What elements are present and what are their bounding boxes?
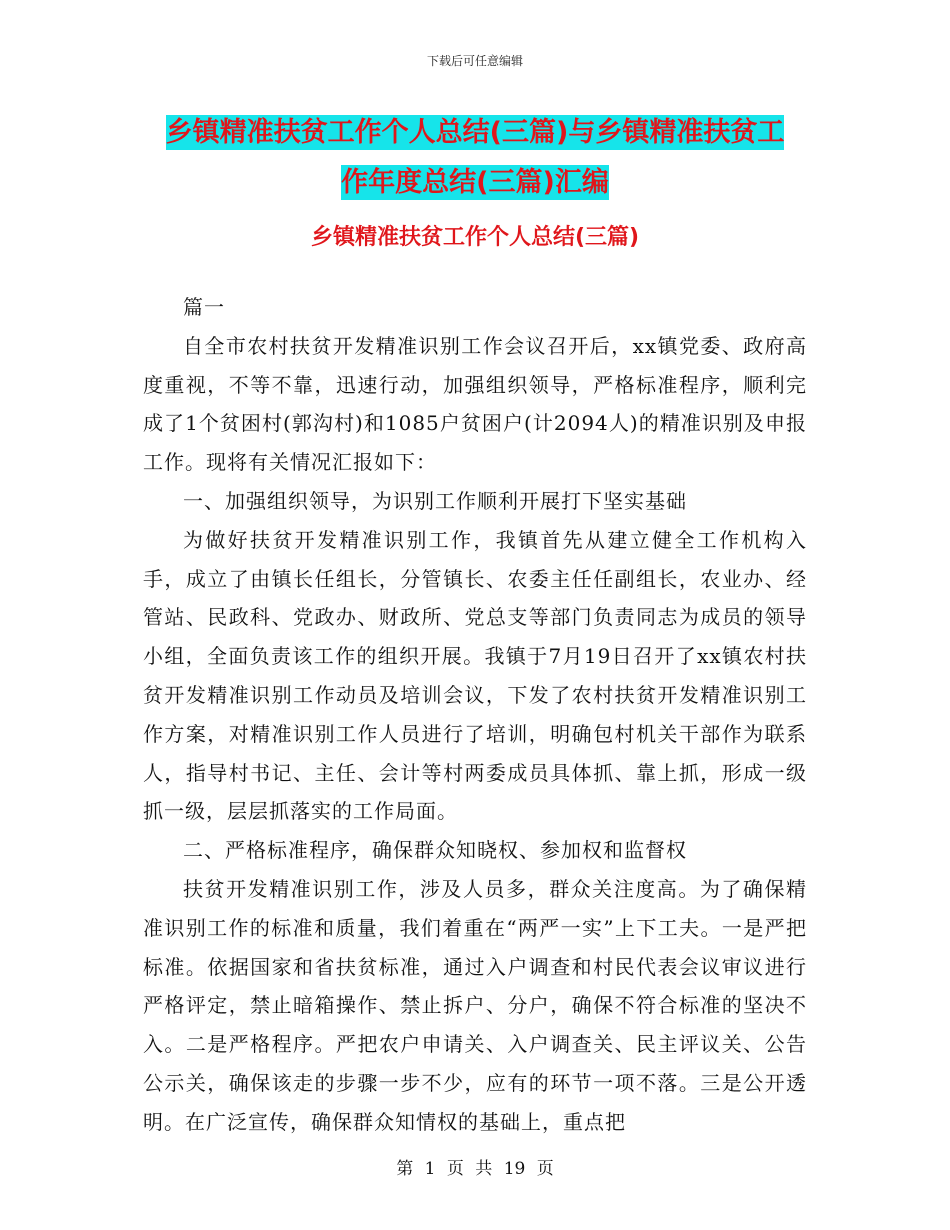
paragraph: 自全市农村扶贫开发精准识别工作会议召开后，xx镇党委、政府高度重视，不等不靠，迅速行动，加强组织领导，严格标准程序，顺利完成了1个贫困村(郭沟村)和1085户贫困户(计2094人)的精准识别及申报工作。现将有关情况汇报如下： [143, 333, 807, 475]
header-note: 下载后可任意编辑 [426, 54, 523, 68]
section-title: 乡镇精准扶贫工作个人总结(三篇) [310, 225, 640, 250]
paragraph-heading-part-1: 篇一 [183, 295, 225, 319]
paragraph: 扶贫开发精准识别工作，涉及人员多，群众关注度高。为了确保精准识别工作的标准和质量，我们着重在“两严一实”上下工夫。一是严把标准。依据国家和省扶贫标准，通过入户调查和村民代表会议审议进行严格评定，禁止暗箱操作、禁止拆户、分户，确保不符合标准的坚决不入。二是严格程序。严把农户申请关、入户调查关、民主评议关、公告公示关，确保该走的步骤一步不少，应有的环节一项不落。三是公开透明。在广泛宣传，确保群众知情权的基础上，重点把 [143, 876, 807, 1134]
main-title-line-1: 乡镇精准扶贫工作个人总结(三篇)与乡镇精准扶贫工 [165, 117, 785, 148]
page-footer: 第 1 页 共 19 页 [396, 1159, 554, 1179]
paragraph-heading: 二、严格标准程序，确保群众知晓权、参加权和监督权 [183, 838, 687, 863]
main-title-line-2: 作年度总结(三篇)汇编 [341, 167, 609, 198]
main-title [100, 108, 850, 208]
paragraph-heading: 一、加强组织领导，为识别工作顺利开展打下坚实基础 [183, 488, 687, 513]
body-text [143, 288, 807, 1142]
paragraph: 为做好扶贫开发精准识别工作，我镇首先从建立健全工作机构入手，成立了由镇长任组长，分管镇长、农委主任任副组长，农业办、经管站、民政科、党政办、财政所、党总支等部门负责同志为成员的领导小组，全面负责该工作的组织开展。我镇于7月19日召开了xx镇农村扶贫开发精准识别工作动员及培训会议，下发了农村扶贫开发精准识别工作方案，对精准识别工作人员进行了培训，明确包村机关干部作为联系人，指导村书记、主任、会计等村两委成员具体抓、靠上抓，形成一级抓一级，层层抓落实的工作局面。 [143, 527, 807, 824]
